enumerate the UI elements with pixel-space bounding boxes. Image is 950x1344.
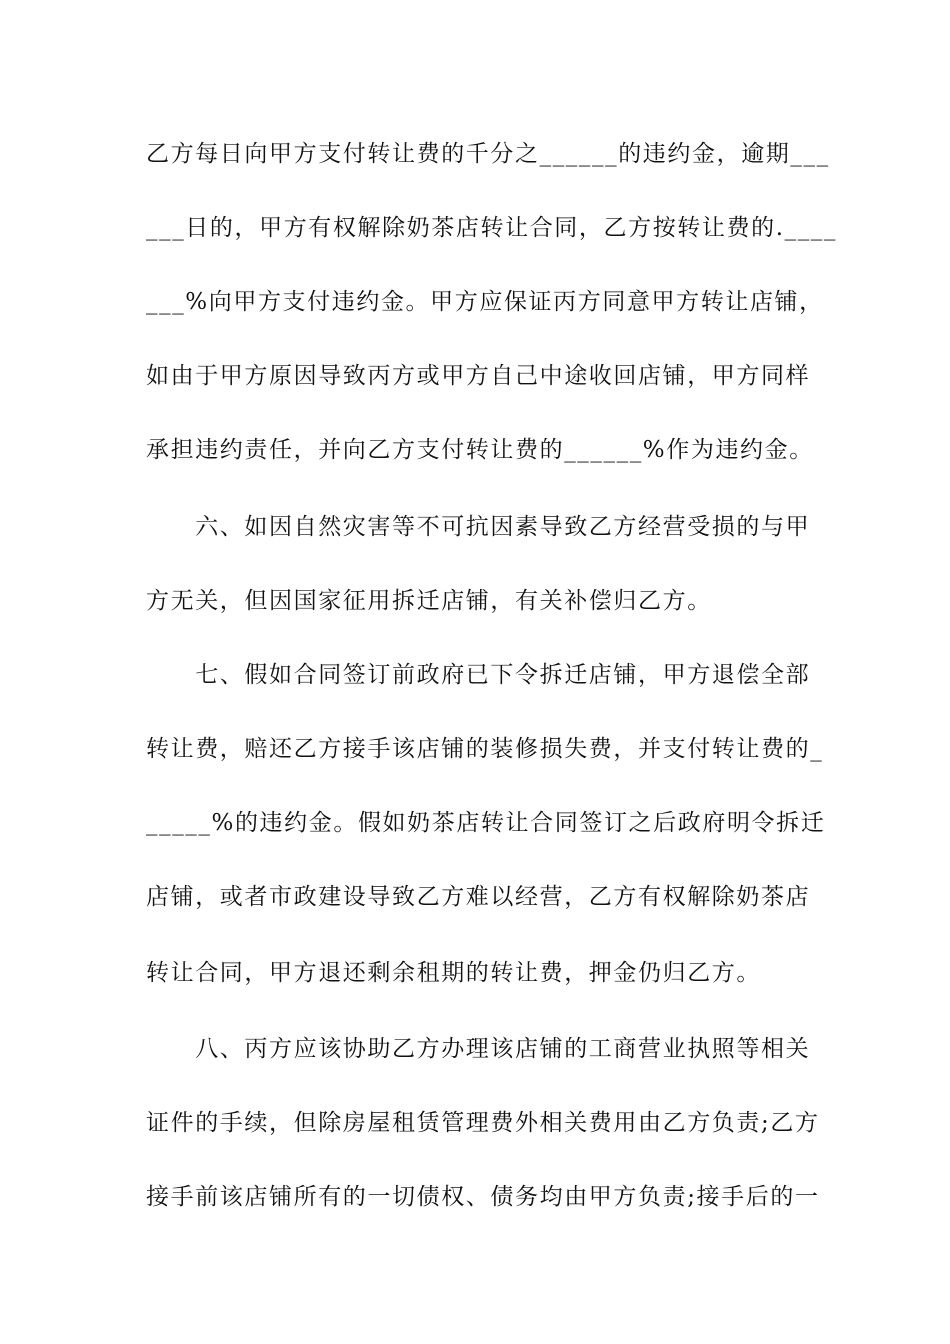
text-line-4: 如由于甲方原因导致丙方或甲方自己中途收回店铺，甲方同样	[146, 363, 811, 389]
text-line-13: 八、丙方应该协助乙方办理该店铺的工商营业执照等相关	[146, 1036, 811, 1062]
text-line-14: 证件的手续，但除房屋租赁管理费外相关费用由乙方负责;乙方	[146, 1110, 820, 1136]
text-line-1: 乙方每日向甲方支付转让费的千分之______的违约金，逾期___	[146, 141, 830, 167]
text-line-10: _____%的违约金。假如奶茶店转让合同签订之后政府明令拆迁	[146, 810, 826, 836]
text-line-2: ___日的，甲方有权解除奶茶店转让合同，乙方按转让费的.____	[146, 215, 838, 241]
text-line-15: 接手前该店铺所有的一切债权、债务均由甲方负责;接手后的一	[146, 1184, 820, 1210]
text-line-6: 六、如因自然灾害等不可抗因素导致乙方经营受损的与甲	[146, 514, 811, 540]
text-line-9: 转让费，赔还乙方接手该店铺的装修损失费，并支付转让费的_	[146, 736, 824, 762]
text-line-12: 转让合同，甲方退还剩余租期的转让费，押金仍归乙方。	[146, 960, 761, 986]
text-line-11: 店铺，或者市政建设导致乙方难以经营，乙方有权解除奶茶店	[146, 884, 811, 910]
text-line-5: 承担违约责任，并向乙方支付转让费的______%作为违约金。	[146, 437, 814, 463]
text-line-3: ___%向甲方支付违约金。甲方应保证丙方同意甲方转让店铺，	[146, 289, 824, 315]
text-line-8: 七、假如合同签订前政府已下令拆迁店铺，甲方退偿全部	[146, 662, 811, 688]
text-line-7: 方无关，但因国家征用拆迁店铺，有关补偿归乙方。	[146, 588, 712, 614]
